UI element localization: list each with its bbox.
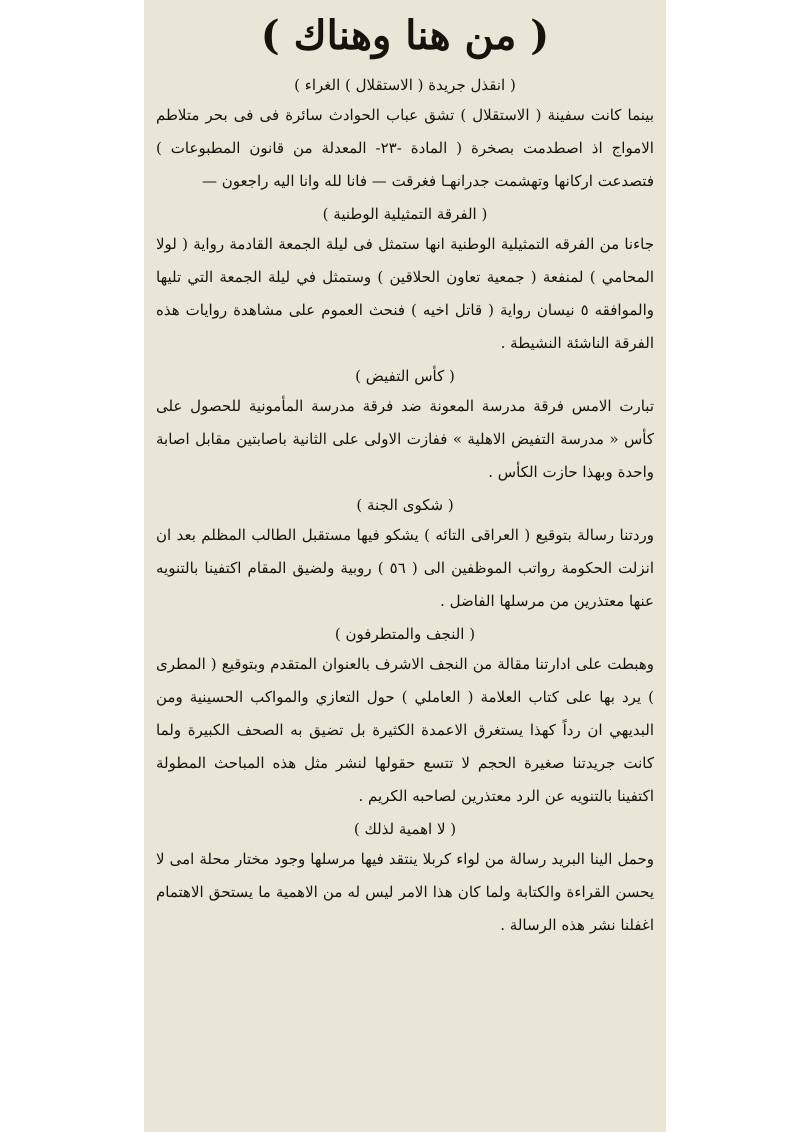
- section-body: وحمل الينا البريد رسالة من لواء كربلا ينتقد فيها مرسلها وجود مختار محلة امى لا يحسن القراءة والكتابة ولما كان هذا الامر ليس له من الاهمية ما يستحق الاهتمام اغفلنا نشر هذه الرسالة .: [156, 850, 654, 934]
- section-heading: ( النجف والمتطرفون ): [334, 625, 476, 643]
- section-body: جاءنا من الفرقه التمثيلية الوطنية انها ستمثل فى ليلة الجمعة القادمة رواية ( لولا المحامي ) لمنفعة ( جمعية تعاون الحلاقين ) وستمثل في ليلة الجمعة التي تليها والموافقه ٥ نيسان رواية ( قاتل اخيه ) فنحث العموم على مشاهدة روايات هذه الفرقة الناشئة النشيطة .: [156, 235, 654, 352]
- section-heading: ( الفرقة التمثيلية الوطنية ): [322, 205, 488, 223]
- section-theatre-troupe: [156, 202, 654, 360]
- section-complaint: [156, 493, 654, 618]
- page-title: ( من هنا وهناك ): [260, 12, 550, 59]
- section-heading: ( شكوى الجنة ): [356, 496, 454, 514]
- section-cup: [156, 364, 654, 489]
- section-heading: ( لا اهمية لذلك ): [353, 820, 457, 838]
- section-heading: ( كأس التفيض ): [355, 367, 455, 385]
- newspaper-column: [144, 0, 666, 1132]
- section-istiqlal: [156, 73, 654, 198]
- section-heading: ( انقذل جريدة ( الاستقلال ) الغراء ): [294, 76, 516, 94]
- section-najaf: [156, 622, 654, 813]
- section-body: وهبطت على ادارتنا مقالة من النجف الاشرف بالعنوان المتقدم وبتوقيع ( المطرى ) يرد بها على كتاب العلامة ( العاملي ) حول التعازي والمواكب الحسينية ومن البديهي ان رداً كهذا يستغرق الاعمدة الكثيرة بل تضيق به الصحف الكبيرة ولما كانت جريدتنا صغيرة الحجم لا تتسع حقولها لنشر مثل هذه المباحث المطولة اكتفينا بالتنويه عن الرد معتذرين لصاحبه الكريم .: [156, 655, 654, 805]
- section-body: وردتنا رسالة بتوقيع ( العراقى التائه ) يشكو فيها مستقبل الطالب المظلم بعد ان انزلت الحكومة رواتب الموظفين الى ( ٥٦ ) روبية ولضيق المقام اكتفينا بالتنويه عنها معتذرين من مرسلها الفاضل .: [156, 526, 654, 610]
- section-no-importance: [156, 817, 654, 942]
- section-body: بينما كانت سفينة ( الاستقلال ) تشق عباب الحوادث سائرة فى فى بحر متلاطم الامواج اذ اصطدمت بصخرة ( المادة -٢٣- المعدلة من قانون المطبوعات ) فتصدعت اركانها وتهشمت جدرانهـا فغرقت — فانا لله وانا اليه راجعون —: [156, 106, 654, 190]
- section-body: تبارت الامس فرقة مدرسة المعونة ضد فرقة مدرسة المأمونية للحصول على كأس « مدرسة التفيض الاهلية » ففازت الاولى على الثانية باصابتين مقابل اصابة واحدة وبهذا حازت الكأس .: [156, 397, 654, 481]
